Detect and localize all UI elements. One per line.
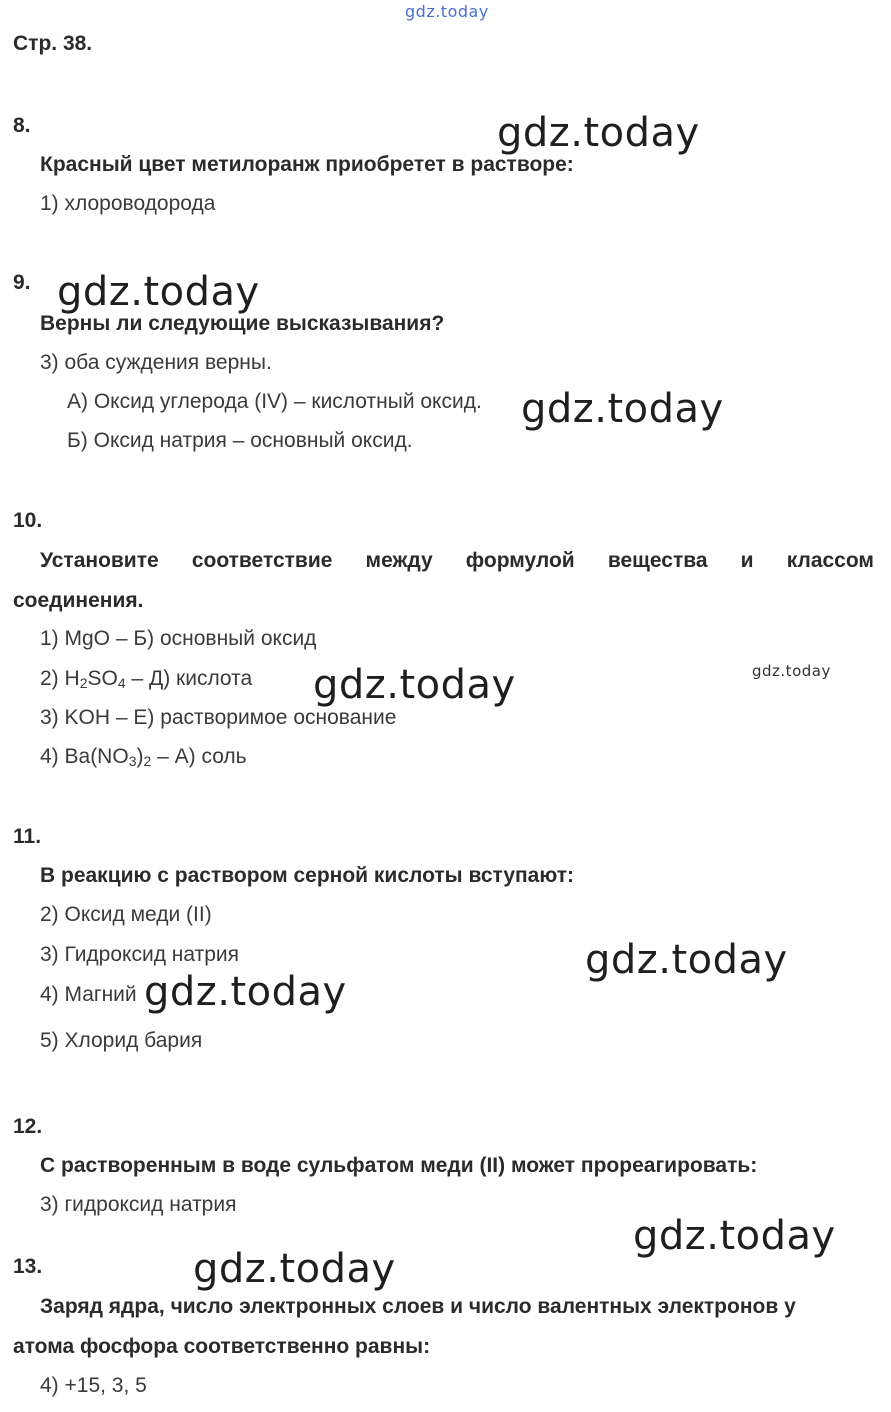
question-number: 10.	[13, 509, 43, 532]
answer-text: 4) +15, 3, 5	[40, 1374, 147, 1397]
watermark: gdz.today	[144, 969, 347, 1015]
question-text-line2: соединения.	[13, 589, 144, 612]
question-text-line1: Заряд ядра, число электронных слоев и число валентных электронов у	[40, 1295, 796, 1318]
answer-text: 3) Гидроксид натрия	[40, 943, 239, 966]
watermark: gdz.today	[313, 662, 516, 708]
watermark: gdz.today	[193, 1246, 396, 1292]
question-number: 13.	[13, 1255, 43, 1278]
question-text: Верны ли следующие высказывания?	[40, 312, 445, 335]
answer-text: 3) оба суждения верны.	[40, 351, 272, 374]
question-number: 9.	[13, 271, 31, 294]
statement-a: А) Оксид углерода (IV) – кислотный оксид.	[67, 390, 482, 413]
question-text: Красный цвет метилоранж приобретет в растворе:	[40, 153, 574, 176]
word: вещества	[607, 549, 708, 572]
answer-text: 3) гидроксид натрия	[40, 1193, 237, 1216]
word: между	[365, 549, 433, 572]
watermark: gdz.today	[57, 269, 260, 315]
watermark: gdz.today	[752, 662, 831, 680]
answer-text: 2) Оксид меди (II)	[40, 903, 212, 926]
watermark: gdz.today	[405, 2, 489, 21]
question-number: 12.	[13, 1115, 43, 1138]
statement-b: Б) Оксид натрия – основный оксид.	[67, 429, 413, 452]
answer-text: 4) $Ba(NO_3)_2 - А$) соль	[40, 745, 247, 769]
word: формулой	[465, 549, 575, 572]
word: соответствие	[191, 549, 333, 572]
answer-text: 2) $H_2SO_4 - Д$) кислота	[40, 667, 253, 691]
answer-text: 1) хлороводорода	[40, 192, 216, 215]
question-text-line1	[40, 549, 874, 573]
question-text: С растворенным в воде сульфатом меди (II) может прореагировать:	[40, 1154, 758, 1177]
answer-text: 3) KOH – Е) растворимое основание	[40, 706, 397, 729]
question-number: 11.	[13, 825, 42, 848]
question-text: В реакцию с раствором серной кислоты вступают:	[40, 864, 575, 887]
watermark: gdz.today	[633, 1213, 836, 1259]
page-title: Стр. 38.	[13, 32, 93, 55]
watermark: gdz.today	[585, 937, 788, 983]
question-number: 8.	[13, 114, 31, 137]
word: Установите	[40, 549, 159, 572]
answer-text: 1) MgO – Б) основный оксид	[40, 627, 317, 650]
watermark: gdz.today	[521, 386, 724, 432]
question-text-line2: атома фосфора соответственно равны:	[13, 1335, 431, 1358]
word: и	[740, 549, 754, 572]
answer-text: 5) Хлорид бария	[40, 1029, 203, 1052]
word: классом	[786, 549, 874, 572]
watermark: gdz.today	[497, 110, 700, 156]
answer-text: 4) Магний	[40, 983, 137, 1006]
